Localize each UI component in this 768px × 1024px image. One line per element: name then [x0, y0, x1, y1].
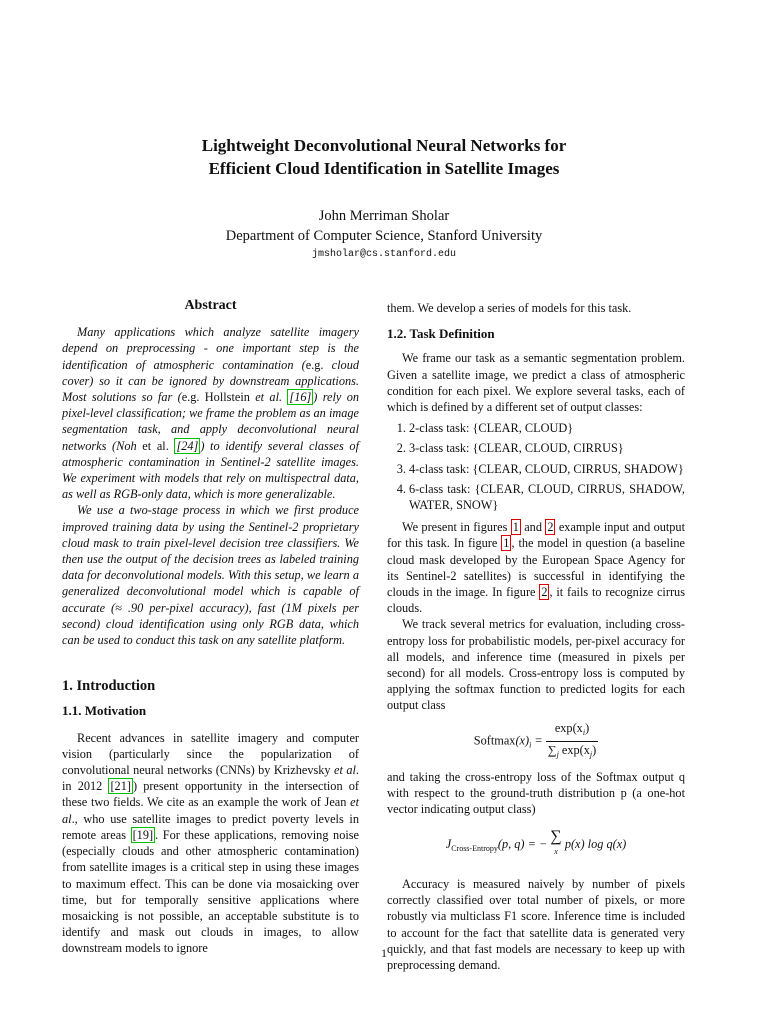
section-introduction-heading: 1. Introduction [62, 678, 156, 695]
abstract-paragraph-1: Many applications which analyze satellite imagery depend on preprocessing - one important step is the identification of atmospheric contamination (e.g. cloud cover) so it can be ignored by downstream applications. Most solutions so far (e.g. Hollstein et al. [16] ) rely on pixel-level classification; we frame the problem as an image segmentation task, and apply deconvolutional neural networks (Noh et al. [24] ) to identify several classes of atmospheric contamination in Sentinel-2 satellite images. We experiment with models that rely on multispectral data, as well as RGB-only data, which is more generalizable. [62, 325, 359, 502]
cross-entropy-equation: $J_{Cross-Entropy}(p$, q) = − ∑ x p(x) log q(x) [445, 827, 627, 856]
cross-entropy-paragraph: and taking the cross-entropy loss of the Softmax output q with respect to the ground-truth distribution p (a one-hot vector indicating output class) [387, 770, 685, 817]
right-column [387, 300, 685, 973]
figure-ref-link[interactable]: 2 [541, 585, 548, 600]
abstract-heading: Abstract [184, 298, 237, 313]
figures-paragraph: We present in figures 1 and 2 example input and output for this task. In figure 1 , the model in question (a baseline cloud mask developed by the European Space Agency for its Sentinel-2 satellites) is successful in identifying the clouds in the image. In figure 2 , it fails to recognize cirrus clouds. [387, 520, 685, 616]
author-affiliation: Department of Computer Science, Stanford University [225, 228, 543, 244]
motivation-paragraph: Recent advances in satellite imagery and computer vision (particularly since the popularization of convolutional neural networks (CNNs) by Krizhevsky et al. in 2012 [21] ) present opportunity in the intersection of these two fields. We cite as an example the work of Jean et al., who use satellite images to predict poverty levels in remote areas [19] . For these applications, removing noise (especially clouds and other atmospheric contamination) from satellite images is a critical step in using these images to maximum effect. This can be done via mosaicking over time, but for temporally sensitive applications where mosaicking is not possible, an acceptable substitute is to identify and mask out clouds in images, to allow downstream models to ignore [62, 730, 360, 956]
citation-link[interactable]: [19] [132, 827, 154, 842]
figure-ref-link[interactable]: 1 [503, 536, 510, 551]
citation-link[interactable]: [24] [176, 438, 199, 453]
task-paragraph: We frame our task as a semantic segmentation problem. Given a satellite image, we predict a class of atmospheric condition for each pixel. We explore several tasks, each of which is defined by a different set of output classes: [387, 351, 685, 415]
accuracy-paragraph: Accuracy is measured naively by number of pixels correctly classified over total number of pixels, or more robustly via multiclass F1 score. Inference time is included to account for the fact that satellite data is generated very quickly, and that fast models are necessary to keep up with preprocessing demand. [387, 876, 685, 972]
abstract-paragraph-2: We use a two-stage process in which we first produce improved training data by using the Sentinel-2 proprietary cloud mask to train pixel-level decision tree classifiers. We then use the output of the decision trees as labeled training data for deconvolutional models. With this setup, we learn a generalized deconvolutional model which is capable of accurate (≈ .90 per-pixel accuracy), fast (1M pixels per second) cloud identification using only RGB data, which can be used to conduct this task on any satellite platform. [62, 503, 359, 648]
list-item: 4. 6-class task: {CLEAR, CLOUD, CIRRUS, SHADOW, WATER, SNOW} [409, 481, 685, 513]
paper-title-line2: Efficient Cloud Identification in Satellite Images [208, 159, 560, 178]
paper-title-line1: Lightweight Deconvolutional Neural Networks for [201, 136, 567, 155]
figure-ref-link[interactable]: 1 [512, 520, 519, 535]
section-task-definition-heading: 1.2. Task Definition [387, 326, 495, 342]
page-number: 1 [381, 946, 387, 960]
list-item: 3. 4-class task: {CLEAR, CLOUD, CIRRUS, SHADOW} [409, 461, 685, 477]
list-item: 2. 3-class task: {CLEAR, CLOUD, CIRRUS} [409, 440, 685, 456]
author-name: John Merriman Sholar [318, 208, 450, 224]
task-list [387, 420, 685, 513]
citation-link[interactable]: [16] [289, 390, 312, 405]
list-item: 1. 2-class task: {CLEAR, CLOUD} [409, 420, 685, 436]
section-motivation-heading: 1.1. Motivation [62, 703, 147, 719]
continuation-text: them. We develop a series of models for this task. [387, 301, 632, 315]
metrics-paragraph: We track several metrics for evaluation, including cross-entropy loss for probabilistic models, per-pixel accuracy for all models, and inference time (measured in pixels per second) for all models. Cross-entropy loss is computed by applying the softmax function to predicted logits for each output class [387, 617, 685, 713]
left-column [62, 298, 359, 957]
figure-ref-link[interactable]: 2 [547, 520, 554, 535]
softmax-equation: $Softmax(x)_i$ = $\frac{\exp(x_i)}{\sum_j \exp(x_j)}$ [473, 720, 597, 759]
author-email: jmsholar@cs.stanford.edu [311, 249, 457, 260]
citation-link[interactable]: [21] [110, 779, 131, 794]
